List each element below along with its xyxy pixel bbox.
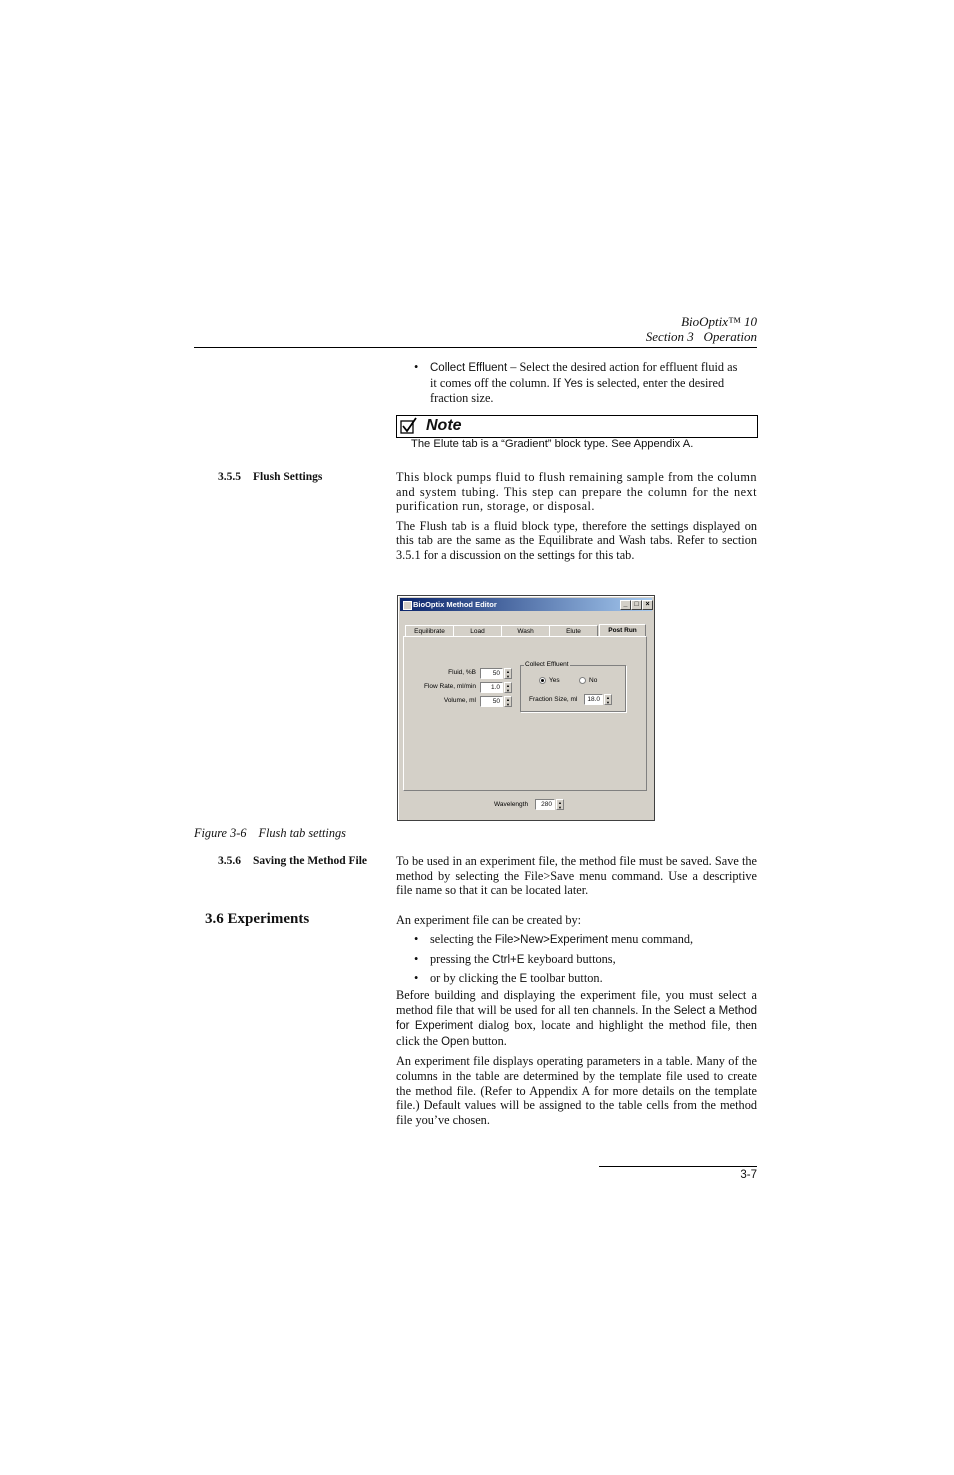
minimize-icon[interactable]: _: [620, 600, 631, 610]
figure-caption-text: Flush tab settings: [258, 826, 346, 840]
volume-spinner[interactable]: ▲ ▼: [504, 696, 512, 707]
bullet-2-text: pressing the: [430, 952, 493, 966]
close-icon[interactable]: ×: [642, 600, 653, 610]
fluid-input[interactable]: 50: [480, 668, 503, 679]
figure-label: Figure 3-6: [194, 826, 247, 840]
flow-rate-label: Flow Rate, ml/min: [423, 683, 476, 690]
fluid-label: Fluid, %B: [448, 669, 476, 676]
running-header: [646, 314, 757, 344]
saving-para: To be used in an experiment file, the method file must be saved. Save the method by selecting the File>Save menu command. Use a descriptive file name so that it can be located later.: [396, 854, 757, 898]
bullet-1-command: File>New>Experiment: [494, 934, 609, 946]
flush-para-2: The Flush tab is a fluid block type, therefore the settings displayed on this tab are the same as the Equilibrate and Wash tabs. Refer to section 3.5.1 for a discussion on the settings for this tab.: [396, 518, 757, 562]
tab-panel: [403, 636, 647, 791]
yes-term: Yes: [563, 377, 583, 390]
volume-label: Volume, ml: [443, 697, 476, 704]
bullet-dot: •: [414, 360, 419, 374]
collect-effluent-text-end: is selected, enter the desired fraction size.: [430, 375, 725, 406]
footer-rule: [599, 1166, 757, 1167]
bullet-2-text-end: keyboard buttons,: [524, 952, 616, 966]
collect-effluent-bullet: [414, 360, 740, 406]
fraction-size-spinner[interactable]: ▲ ▼: [604, 694, 612, 705]
bullet-dot: •: [414, 952, 419, 966]
tab-elute[interactable]: Elute: [549, 625, 598, 637]
wavelength-input[interactable]: 280: [535, 799, 555, 810]
flush-para-1: This block pumps fluid to flush remaining sample from the column and system tubing. This step can prepare the column for the next purification run, storage, or disposal.: [396, 470, 757, 514]
page-number: 3-7: [740, 1169, 757, 1181]
flow-rate-input[interactable]: 1.0: [480, 682, 503, 693]
experiments-intro: An experiment file can be created by:: [396, 913, 582, 927]
bullet-2-command: Ctrl+E: [492, 954, 525, 966]
tab-post-run[interactable]: Post Run: [599, 624, 646, 637]
section-title: Flush Settings: [253, 471, 323, 483]
method-editor-dialog: [397, 595, 655, 821]
dialog-titlebar: [400, 598, 652, 611]
maximize-icon[interactable]: □: [631, 600, 642, 610]
experiments-para-3: An experiment file displays operating parameters in a table. Many of the columns in the table are determined by the template file used to create the method file. (Refer to Appendix A for more details on the template file.) Default values will be assigned to the table cells from the method file you’ve chosen.: [396, 1054, 757, 1127]
collect-effluent-text: – Select the desired action for effluent fluid as it comes off the column. If: [430, 360, 738, 390]
header-section: Section 3 Operation: [645, 329, 757, 344]
bullet-dot: •: [414, 971, 419, 985]
open-button-name: Open: [441, 1035, 470, 1048]
section-heading-355: [218, 471, 322, 483]
bullet-3-command: E: [519, 973, 528, 985]
radio-yes-label: Yes: [549, 677, 560, 684]
collect-effluent-group-label: Collect Effluent: [525, 661, 569, 668]
section-number: 3.5.6: [218, 855, 241, 867]
experiments-bullet-1: [414, 932, 757, 948]
saving-body: [396, 854, 757, 898]
experiments-para-2: [396, 988, 757, 1049]
experiments-heading: 3.6 Experiments: [205, 911, 310, 927]
para-2-text-mid: dialog box, locate and highlight the method file, then click the: [396, 1018, 758, 1048]
tab-equilibrate[interactable]: Equilibrate: [405, 625, 454, 637]
dialog-title: BioOptix Method Editor: [413, 600, 497, 609]
tab-load[interactable]: Load: [453, 625, 502, 637]
fraction-size-label: Fraction Size, ml: [529, 696, 578, 703]
bullet-dot: •: [414, 932, 419, 946]
note-title: Note: [426, 417, 462, 434]
dialog-name: Select a Method for Experiment: [396, 1004, 758, 1033]
fraction-size-input[interactable]: 18.0: [584, 694, 603, 705]
bullet-1-text-end: menu command,: [608, 932, 694, 946]
para-2-text: Before building and displaying the experiment file, you must select a method file that will be used for all ten channels. In the: [396, 988, 757, 1017]
section-heading-356: [218, 855, 367, 867]
radio-no[interactable]: [579, 677, 586, 684]
fluid-spinner[interactable]: ▲ ▼: [504, 668, 512, 679]
figure-caption: [194, 826, 346, 841]
collect-effluent-term: Collect Effluent: [430, 362, 508, 374]
radio-yes[interactable]: [539, 677, 546, 684]
note-box: [396, 415, 758, 438]
wavelength-label: Wavelength: [494, 801, 529, 808]
bullet-1-text: selecting the: [430, 932, 495, 946]
checkbox-check-icon: [400, 417, 418, 435]
section-number: 3.5.5: [218, 471, 241, 483]
experiments-body: [396, 988, 757, 1127]
bullet-3-text: or by clicking the: [430, 971, 520, 985]
flow-rate-spinner[interactable]: ▲ ▼: [504, 682, 512, 693]
collect-effluent-group: [520, 661, 626, 712]
tab-wash[interactable]: Wash: [501, 625, 550, 637]
header-product: BioOptix™ 10: [681, 314, 757, 329]
para-2-text-end: button.: [469, 1033, 507, 1048]
radio-no-label: No: [589, 677, 598, 684]
bullet-3-text-end: toolbar button.: [527, 971, 603, 985]
wavelength-spinner[interactable]: ▲ ▼: [556, 799, 564, 810]
experiments-bullet-3: [414, 971, 757, 987]
flush-body: [396, 470, 757, 563]
volume-input[interactable]: 50: [480, 696, 503, 707]
note-text: The Elute tab is a “Gradient” block type. See Appendix A.: [411, 438, 694, 450]
app-icon: [403, 601, 412, 610]
experiments-bullet-2: [414, 952, 757, 968]
header-rule: [194, 347, 757, 348]
section-title: Saving the Method File: [253, 855, 368, 867]
